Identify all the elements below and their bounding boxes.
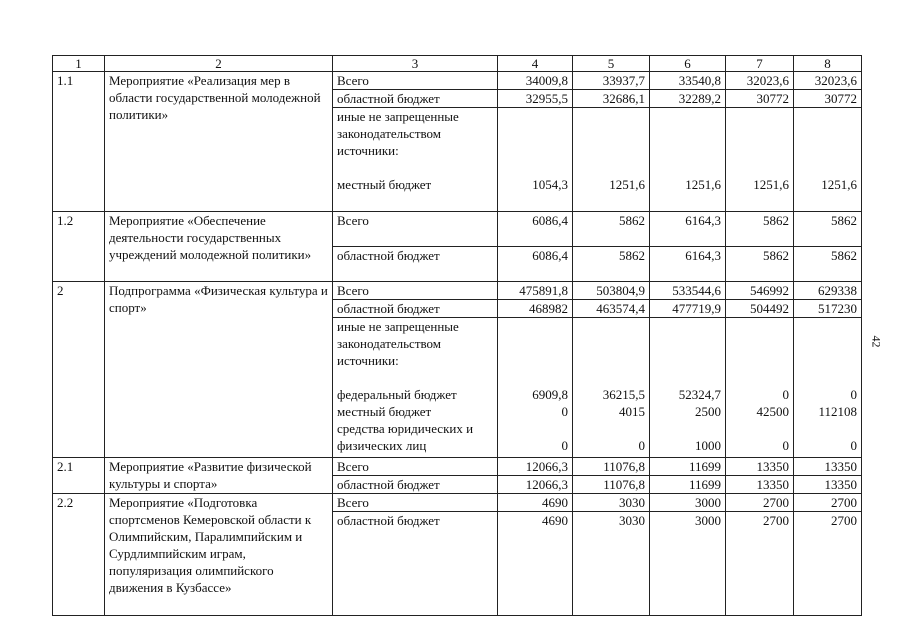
row-code: 2.2	[53, 494, 105, 616]
value-cell: 1251,6	[726, 108, 794, 212]
value-cell: 0 42500 0	[726, 318, 794, 458]
value-cell: 2700	[726, 494, 794, 512]
value-cell: 33937,7	[573, 72, 650, 90]
value-cell: 6086,4	[498, 247, 573, 282]
value-cell: 32955,5	[498, 90, 573, 108]
value-cell: 11699	[650, 458, 726, 476]
value-cell: 11076,8	[573, 476, 650, 494]
row-code: 2.1	[53, 458, 105, 494]
row-code: 1.2	[53, 212, 105, 282]
col-number: 4	[498, 56, 573, 72]
value-cell: 3030	[573, 494, 650, 512]
row-name: Мероприятие «Развитие физической культуры и спорта»	[105, 458, 333, 494]
value-cell: 468982	[498, 300, 573, 318]
value-cell: 33540,8	[650, 72, 726, 90]
table-row	[53, 458, 862, 476]
funding-source: иные не запрещенные законодательством источники: местный бюджет	[333, 108, 498, 212]
row-code: 2	[53, 282, 105, 458]
value-cell: 5862	[726, 212, 794, 247]
value-cell: 5862	[573, 247, 650, 282]
funding-source: областной бюджет	[333, 476, 498, 494]
col-number: 5	[573, 56, 650, 72]
value-cell: 477719,9	[650, 300, 726, 318]
value-cell: 2700	[794, 512, 862, 616]
value-cell: 1251,6	[794, 108, 862, 212]
funding-source: Всего	[333, 212, 498, 247]
row-name: Мероприятие «Подготовка спортсменов Кемеровской области к Олимпийским, Паралимпийским и Сурдлимпийским играм, популяризация олимпийского движения в Кузбассе»	[105, 494, 333, 616]
table-row	[53, 212, 862, 247]
value-cell: 3000	[650, 494, 726, 512]
funding-source: Всего	[333, 72, 498, 90]
value-cell: 533544,6	[650, 282, 726, 300]
value-cell: 4690	[498, 494, 573, 512]
value-cell: 3000	[650, 512, 726, 616]
value-cell: 5862	[794, 247, 862, 282]
value-cell: 4690	[498, 512, 573, 616]
value-cell: 1054,3	[498, 108, 573, 212]
value-cell: 517230	[794, 300, 862, 318]
value-cell: 6086,4	[498, 212, 573, 247]
value-cell: 629338	[794, 282, 862, 300]
value-cell: 6164,3	[650, 247, 726, 282]
value-cell: 30772	[726, 90, 794, 108]
value-cell: 5862	[794, 212, 862, 247]
table-row	[53, 72, 862, 90]
funding-source: Всего	[333, 494, 498, 512]
page-number: 42	[869, 335, 884, 348]
value-cell: 546992	[726, 282, 794, 300]
table-row	[53, 494, 862, 512]
value-cell: 2700	[726, 512, 794, 616]
funding-source: областной бюджет	[333, 247, 498, 282]
value-cell: 52324,7 2500 1000	[650, 318, 726, 458]
value-cell: 1251,6	[573, 108, 650, 212]
value-cell: 32023,6	[794, 72, 862, 90]
value-cell: 32023,6	[726, 72, 794, 90]
value-cell: 32289,2	[650, 90, 726, 108]
value-cell: 504492	[726, 300, 794, 318]
funding-source: областной бюджет	[333, 512, 498, 616]
row-code: 1.1	[53, 72, 105, 212]
funding-source: Всего	[333, 282, 498, 300]
col-number: 2	[105, 56, 333, 72]
value-cell: 6909,8 0 0	[498, 318, 573, 458]
column-number-row	[53, 56, 862, 72]
funding-source: иные не запрещенные законодательством источники: федеральный бюджет местный бюджет средства юридических и физических лиц	[333, 318, 498, 458]
funding-source: областной бюджет	[333, 300, 498, 318]
value-cell: 11699	[650, 476, 726, 494]
value-cell: 475891,8	[498, 282, 573, 300]
value-cell: 2700	[794, 494, 862, 512]
row-name: Подпрограмма «Физическая культура и спорт»	[105, 282, 333, 458]
value-cell: 13350	[794, 476, 862, 494]
value-cell: 34009,8	[498, 72, 573, 90]
value-cell: 5862	[726, 247, 794, 282]
col-number: 6	[650, 56, 726, 72]
value-cell: 463574,4	[573, 300, 650, 318]
row-name: Мероприятие «Обеспечение деятельности государственных учреждений молодежной политики»	[105, 212, 333, 282]
value-cell: 12066,3	[498, 458, 573, 476]
funding-source: областной бюджет	[333, 90, 498, 108]
value-cell: 36215,5 4015 0	[573, 318, 650, 458]
value-cell: 13350	[726, 476, 794, 494]
funding-source: Всего	[333, 458, 498, 476]
value-cell: 5862	[573, 212, 650, 247]
col-number: 8	[794, 56, 862, 72]
value-cell: 6164,3	[650, 212, 726, 247]
value-cell: 12066,3	[498, 476, 573, 494]
value-cell: 30772	[794, 90, 862, 108]
value-cell: 3030	[573, 512, 650, 616]
col-number: 3	[333, 56, 498, 72]
table-row	[53, 282, 862, 300]
budget-table	[52, 55, 862, 616]
value-cell: 0 112108 0	[794, 318, 862, 458]
value-cell: 11076,8	[573, 458, 650, 476]
value-cell: 13350	[794, 458, 862, 476]
table-body	[53, 56, 862, 616]
col-number: 1	[53, 56, 105, 72]
value-cell: 1251,6	[650, 108, 726, 212]
value-cell: 32686,1	[573, 90, 650, 108]
col-number: 7	[726, 56, 794, 72]
value-cell: 13350	[726, 458, 794, 476]
row-name: Мероприятие «Реализация мер в области государственной молодежной политики»	[105, 72, 333, 212]
value-cell: 503804,9	[573, 282, 650, 300]
